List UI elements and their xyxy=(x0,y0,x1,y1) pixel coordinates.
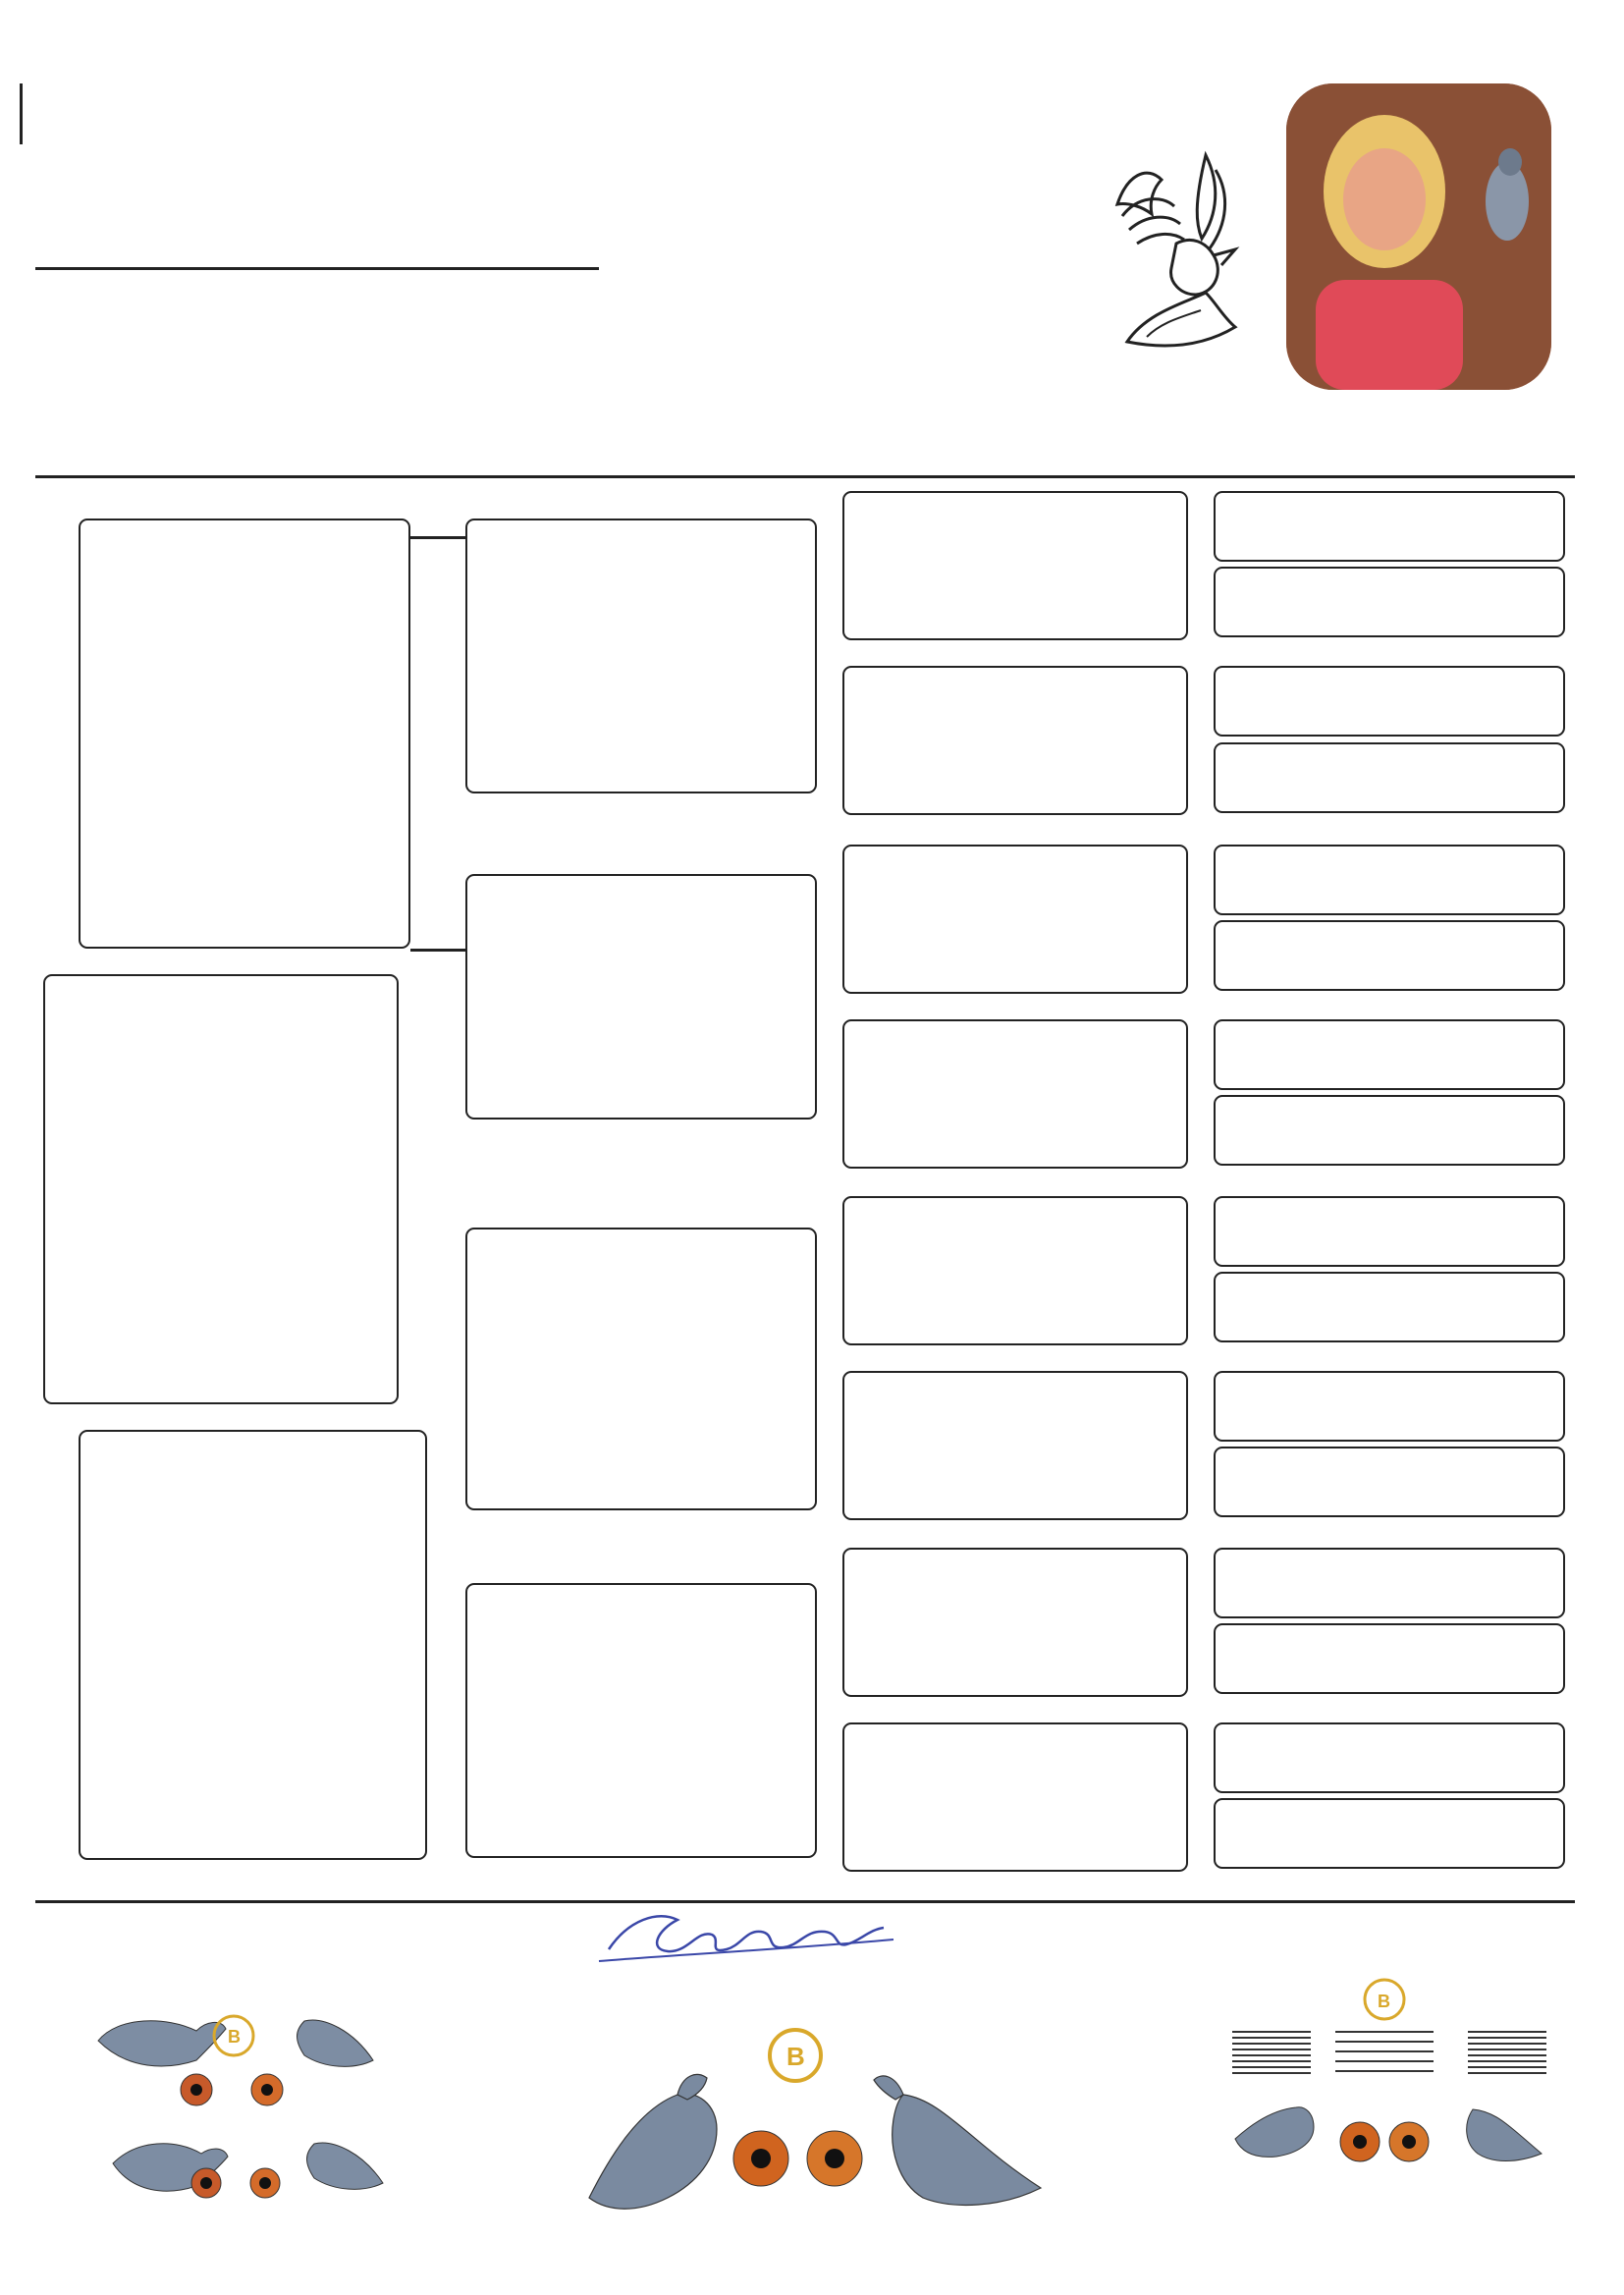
pedigree-line xyxy=(86,1813,419,1835)
mother-box xyxy=(79,1430,427,1860)
pedigree-line xyxy=(850,1283,1180,1305)
great-grandparent-box xyxy=(842,666,1188,815)
ancestor-box xyxy=(1214,567,1565,637)
pedigree-line xyxy=(850,706,1180,729)
pedigree-line xyxy=(86,1608,419,1630)
pedigree-line xyxy=(51,1289,391,1312)
pedigree-line xyxy=(86,719,403,741)
great-grandparent-box xyxy=(842,1196,1188,1345)
pedigree-line xyxy=(86,1653,419,1675)
great-grandparent-box xyxy=(842,491,1188,640)
pedigree-line xyxy=(51,1381,391,1403)
results-divider xyxy=(35,267,599,270)
pedigree-line xyxy=(473,1382,809,1404)
pedigree-line xyxy=(473,1359,809,1382)
great-grandparent-box xyxy=(842,845,1188,994)
pedigree-line xyxy=(51,1312,391,1335)
pedigree-line xyxy=(850,554,1180,576)
ancestor-box xyxy=(1214,666,1565,737)
pedigree-line xyxy=(51,1266,391,1288)
pedigree-line xyxy=(850,1657,1180,1679)
connector-line xyxy=(410,536,465,539)
pedigree-line xyxy=(51,1083,391,1106)
pedigree-line xyxy=(86,1745,419,1768)
pedigree-line xyxy=(850,885,1180,907)
ancestor-box xyxy=(1214,1095,1565,1166)
pedigree-line xyxy=(473,1761,809,1783)
pedigree-line xyxy=(473,581,809,604)
pedigree-line xyxy=(86,1470,419,1493)
ancestor-box xyxy=(1214,742,1565,813)
pedigree-line xyxy=(86,1676,419,1699)
pedigree-line xyxy=(473,696,809,719)
pedigree-line xyxy=(850,1305,1180,1328)
pedigree-line xyxy=(850,729,1180,751)
svg-text:B: B xyxy=(786,2042,805,2071)
great-grandparent-box xyxy=(842,1722,1188,1872)
pedigree-line xyxy=(473,605,809,628)
pedigree-top-divider xyxy=(35,475,1575,478)
pedigree-line xyxy=(850,752,1180,775)
pedigree-line xyxy=(51,1014,391,1037)
grandparent-box xyxy=(465,519,817,793)
pedigree-line xyxy=(473,719,809,741)
pedigree-line xyxy=(850,1411,1180,1434)
pedigree-line xyxy=(86,1836,419,1859)
pedigree-line xyxy=(473,960,809,983)
father-box xyxy=(79,519,410,949)
pedigree-line xyxy=(86,834,403,856)
g-pigeons-logo xyxy=(1108,145,1265,391)
header-accent-bar xyxy=(20,83,23,144)
pedigree-line xyxy=(473,673,809,695)
pedigree-line xyxy=(473,628,809,650)
pedigree-line xyxy=(473,1314,809,1337)
ancestor-box xyxy=(1214,1722,1565,1793)
pedigree-line xyxy=(86,925,403,948)
pedigree-line xyxy=(473,1806,809,1829)
pedigree-line xyxy=(850,1434,1180,1456)
pedigree-line xyxy=(850,1634,1180,1657)
pedigree-line xyxy=(86,1584,419,1607)
pedigree-line xyxy=(473,914,809,937)
pedigree-line xyxy=(850,907,1180,930)
pedigree-line xyxy=(850,1480,1180,1503)
breeder-photo xyxy=(1286,83,1551,390)
great-grandparent-box xyxy=(842,1371,1188,1520)
pedigree-line xyxy=(51,1221,391,1243)
pedigree-line xyxy=(850,577,1180,600)
footer-panel-nicofelia-orlando xyxy=(530,1962,1100,2247)
pedigree-line xyxy=(473,741,809,764)
pedigree-line xyxy=(86,1539,419,1561)
grandparent-box xyxy=(465,1583,817,1858)
pedigree-line xyxy=(86,879,403,902)
pedigree-line xyxy=(51,1106,391,1128)
pedigree-line xyxy=(473,1290,809,1313)
footer-panel-captain-blue-nancy xyxy=(59,1962,422,2217)
pedigree-line xyxy=(86,902,403,924)
pedigree-line xyxy=(850,600,1180,623)
pedigree-line xyxy=(850,931,1180,954)
pedigree-line xyxy=(850,1611,1180,1633)
ancestor-box xyxy=(1214,1548,1565,1618)
pedigree-line xyxy=(51,1128,391,1151)
connector-line xyxy=(410,949,465,952)
pedigree-line xyxy=(86,1768,419,1790)
pedigree-line xyxy=(473,983,809,1006)
great-grandparent-box xyxy=(842,1019,1188,1169)
pedigree-line xyxy=(473,1450,809,1473)
pedigree-line xyxy=(51,1243,391,1266)
great-grandparent-box xyxy=(842,1548,1188,1697)
pedigree-line xyxy=(86,559,403,581)
grandparent-box xyxy=(465,1228,817,1510)
ancestor-box xyxy=(1214,920,1565,991)
pedigree-line xyxy=(473,1028,809,1051)
ancestor-box xyxy=(1214,1371,1565,1442)
ancestor-box xyxy=(1214,1196,1565,1267)
ancestor-box xyxy=(1214,845,1565,915)
pedigree-line xyxy=(86,788,403,810)
pedigree-line xyxy=(850,775,1180,797)
ancestor-box xyxy=(1214,1623,1565,1694)
pedigree-line xyxy=(51,1197,391,1220)
self-box xyxy=(43,974,399,1404)
pedigree-line xyxy=(86,1790,419,1813)
svg-text:B: B xyxy=(228,2027,241,2047)
pedigree-line xyxy=(850,954,1180,976)
pedigree-line xyxy=(473,937,809,959)
pedigree-line xyxy=(473,1692,809,1715)
svg-text:B: B xyxy=(1378,1992,1390,2011)
pedigree-line xyxy=(850,1259,1180,1282)
pedigree-line xyxy=(473,650,809,673)
pedigree-line xyxy=(473,1669,809,1692)
pedigree-line xyxy=(850,1128,1180,1151)
pedigree-line xyxy=(86,628,403,650)
pedigree-line xyxy=(473,1646,809,1668)
pedigree-line xyxy=(86,1561,419,1584)
pedigree-line xyxy=(86,810,403,833)
pedigree-line xyxy=(86,1516,419,1539)
ancestor-box xyxy=(1214,1019,1565,1090)
ancestor-box xyxy=(1214,491,1565,562)
pedigree-line xyxy=(473,1623,809,1646)
pedigree-line xyxy=(473,1337,809,1359)
grandparent-box xyxy=(465,874,817,1120)
pedigree-line xyxy=(473,1737,809,1760)
pedigree-line xyxy=(86,605,403,628)
pedigree-line xyxy=(473,1428,809,1450)
ancestor-box xyxy=(1214,1447,1565,1517)
pedigree-line xyxy=(86,673,403,695)
pedigree-line xyxy=(51,1335,391,1357)
pedigree-line xyxy=(473,1006,809,1028)
pedigree-line xyxy=(850,1060,1180,1082)
pedigree-line xyxy=(86,650,403,673)
pedigree-line xyxy=(51,1061,391,1083)
pedigree-line xyxy=(51,1152,391,1175)
pedigree-line xyxy=(850,1831,1180,1854)
pedigree-line xyxy=(850,1082,1180,1105)
pedigree-line xyxy=(51,1175,391,1197)
pedigree-line xyxy=(86,1699,419,1721)
ancestor-box xyxy=(1214,1798,1565,1869)
pedigree-line xyxy=(850,1763,1180,1785)
pedigree-line xyxy=(86,1721,419,1744)
ancestor-box xyxy=(1214,1272,1565,1342)
pedigree-line xyxy=(850,1809,1180,1831)
pedigree-line xyxy=(473,1715,809,1737)
pedigree-line xyxy=(850,1457,1180,1480)
pedigree-line xyxy=(86,856,403,879)
pedigree-line xyxy=(473,559,809,581)
pedigree-line xyxy=(86,1630,419,1653)
pedigree-line xyxy=(86,741,403,764)
pedigree-line xyxy=(86,765,403,788)
pedigree-line xyxy=(850,1588,1180,1611)
pedigree-line xyxy=(850,1785,1180,1808)
pedigree-line xyxy=(51,1037,391,1060)
pedigree-line xyxy=(850,1106,1180,1128)
pedigree-line xyxy=(86,1493,419,1515)
pedigree-line xyxy=(473,1268,809,1290)
footer-panel-kim-tsaby xyxy=(1218,1962,1571,2198)
pedigree-line xyxy=(850,531,1180,554)
pedigree-line xyxy=(850,1236,1180,1259)
pedigree-line xyxy=(473,1405,809,1428)
pedigree-line xyxy=(86,581,403,604)
pedigree-line xyxy=(86,696,403,719)
pedigree-line xyxy=(473,1783,809,1806)
pedigree-line xyxy=(51,1357,391,1380)
